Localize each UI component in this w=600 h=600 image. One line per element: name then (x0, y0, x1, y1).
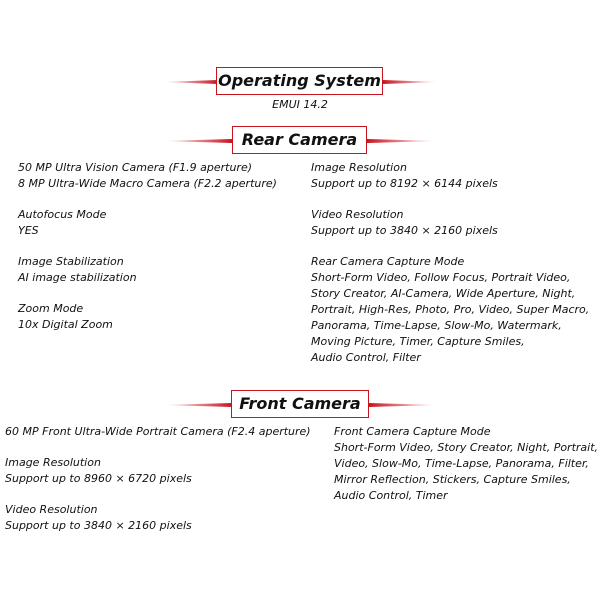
spec-line: 50 MP Ultra Vision Camera (F1.9 aperture) (18, 161, 253, 174)
spec-value: Portrait, High-Res, Photo, Pro, Video, Super Macro, (311, 303, 590, 316)
rear-camera-autofocus (18, 207, 106, 239)
spec-value: YES (18, 224, 39, 237)
spec-value: Support up to 3840 × 2160 pixels (5, 519, 192, 532)
operating-system-value: EMUI 14.2 (272, 98, 328, 111)
heading-decor-line-right (369, 403, 439, 407)
operating-system-title: Operating System (216, 67, 383, 95)
front-camera-video-resolution (5, 502, 192, 534)
spec-value: Mirror Reflection, Stickers, Capture Smiles, (334, 473, 571, 486)
rear-camera-zoom (18, 301, 113, 333)
spec-value: Audio Control, Filter (311, 351, 421, 364)
heading-decor-line-left (162, 80, 218, 84)
front-camera-sensor (5, 424, 311, 440)
spec-value: Support up to 8960 × 6720 pixels (5, 472, 192, 485)
front-camera-heading (0, 390, 600, 420)
rear-camera-stabilization (18, 254, 137, 286)
spec-value: 10x Digital Zoom (18, 318, 113, 331)
front-camera-capture-mode (334, 424, 598, 504)
spec-value: Audio Control, Timer (334, 489, 448, 502)
heading-decor-line-left (162, 403, 232, 407)
spec-label: Autofocus Mode (18, 208, 107, 221)
spec-label: Image Resolution (311, 161, 407, 174)
spec-label: Zoom Mode (18, 302, 84, 315)
rear-camera-sensors (18, 160, 277, 192)
front-camera-image-resolution (5, 455, 192, 487)
spec-label: Video Resolution (5, 503, 98, 516)
spec-line: 60 MP Front Ultra-Wide Portrait Camera (F2.4 aperture) (5, 425, 311, 438)
heading-decor-line-right (383, 80, 439, 84)
spec-value: AI image stabilization (18, 271, 137, 284)
spec-value: Support up to 8192 × 6144 pixels (311, 177, 498, 190)
spec-label: Video Resolution (311, 208, 404, 221)
spec-value: Story Creator, AI-Camera, Wide Aperture, Night, (311, 287, 576, 300)
spec-value: Short-Form Video, Story Creator, Night, Portrait, (334, 441, 599, 454)
spec-value: Short-Form Video, Follow Focus, Portrait Video, (311, 271, 571, 284)
heading-decor-line-left (162, 139, 232, 143)
spec-line: 8 MP Ultra-Wide Macro Camera (F2.2 aperture) (18, 177, 277, 190)
spec-value: Panorama, Time-Lapse, Slow-Mo, Watermark, (311, 319, 562, 332)
rear-camera-heading (0, 126, 600, 156)
heading-decor-line-right (367, 139, 437, 143)
spec-value: Moving Picture, Timer, Capture Smiles, (311, 335, 525, 348)
spec-value: Video, Slow-Mo, Time-Lapse, Panorama, Filter, (334, 457, 589, 470)
spec-label: Rear Camera Capture Mode (311, 255, 465, 268)
spec-label: Image Resolution (5, 456, 101, 469)
front-camera-title: Front Camera (231, 390, 369, 418)
rear-camera-capture-mode (311, 254, 589, 366)
operating-system-heading (0, 67, 600, 97)
spec-value: Support up to 3840 × 2160 pixels (311, 224, 498, 237)
spec-label: Image Stabilization (18, 255, 124, 268)
rear-camera-title: Rear Camera (232, 126, 367, 154)
spec-label: Front Camera Capture Mode (334, 425, 491, 438)
rear-camera-video-resolution (311, 207, 498, 239)
rear-camera-image-resolution (311, 160, 498, 192)
